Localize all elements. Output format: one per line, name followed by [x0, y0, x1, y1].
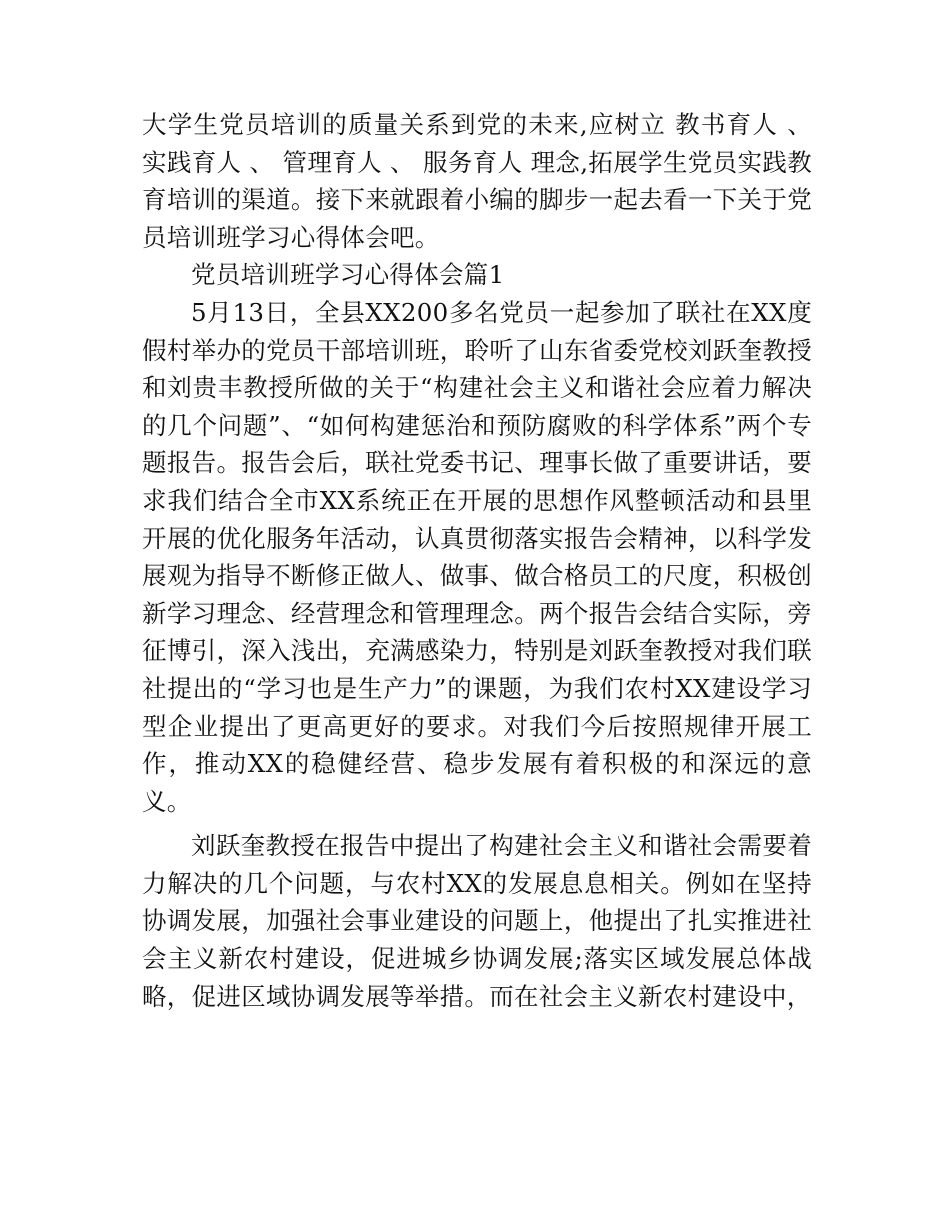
body-paragraph-2: 刘跃奎教授在报告中提出了构建社会主义和谐社会需要着力解决的几个问题，与农村XX的发展息息相关。例如在坚持协调发展，加强社会事业建设的问题上，他提出了扎实推进社会主义新农村建设，促进城乡协调发展;落实区域发展总体战略，促进区域协调发展等举措。而在社会主义新农村建设中， — [142, 831, 812, 1011]
body-paragraph-1: 5月13日，全县XX200多名党员一起参加了联社在XX度假村举办的党员干部培训班，聆听了山东省委党校刘跃奎教授和刘贵丰教授所做的关于“构建社会主义和谐社会应着力解决的几个问题”、“如何构建惩治和预防腐败的科学体系”两个专题报告。报告会后，联社党委书记、理事长做了重要讲话，要求我们结合全市XX系统正在开展的思想作风整顿活动和县里开展的优化服务年活动，认真贯彻落实报告会精神，以科学发展观为指导不断修正做人、做事、做合格员工的尺度，积极创新学习理念、经营理念和管理理念。两个报告会结合实际，旁征博引，深入浅出，充满感染力，特别是刘跃奎教授对我们联社提出的“学习也是生产力”的课题，为我们农村XX建设学习型企业提出了更高更好的要求。对我们今后按照规律开展工作，推动XX的稳健经营、稳步发展有着积极的和深远的意义。 — [142, 297, 812, 816]
intro-paragraph: 大学生党员培训的质量关系到党的未来,应树立 教书育人 、 实践育人 、 管理育人 、 服务育人 理念,拓展学生党员实践教育培训的渠道。接下来就跟着小编的脚步一起去看一下关于党员培训班学习心得体会吧。 — [142, 110, 812, 252]
paragraph-gap — [142, 820, 812, 827]
document-page — [142, 106, 812, 1015]
section-title: 党员培训班学习心得体会篇1 — [191, 260, 505, 290]
